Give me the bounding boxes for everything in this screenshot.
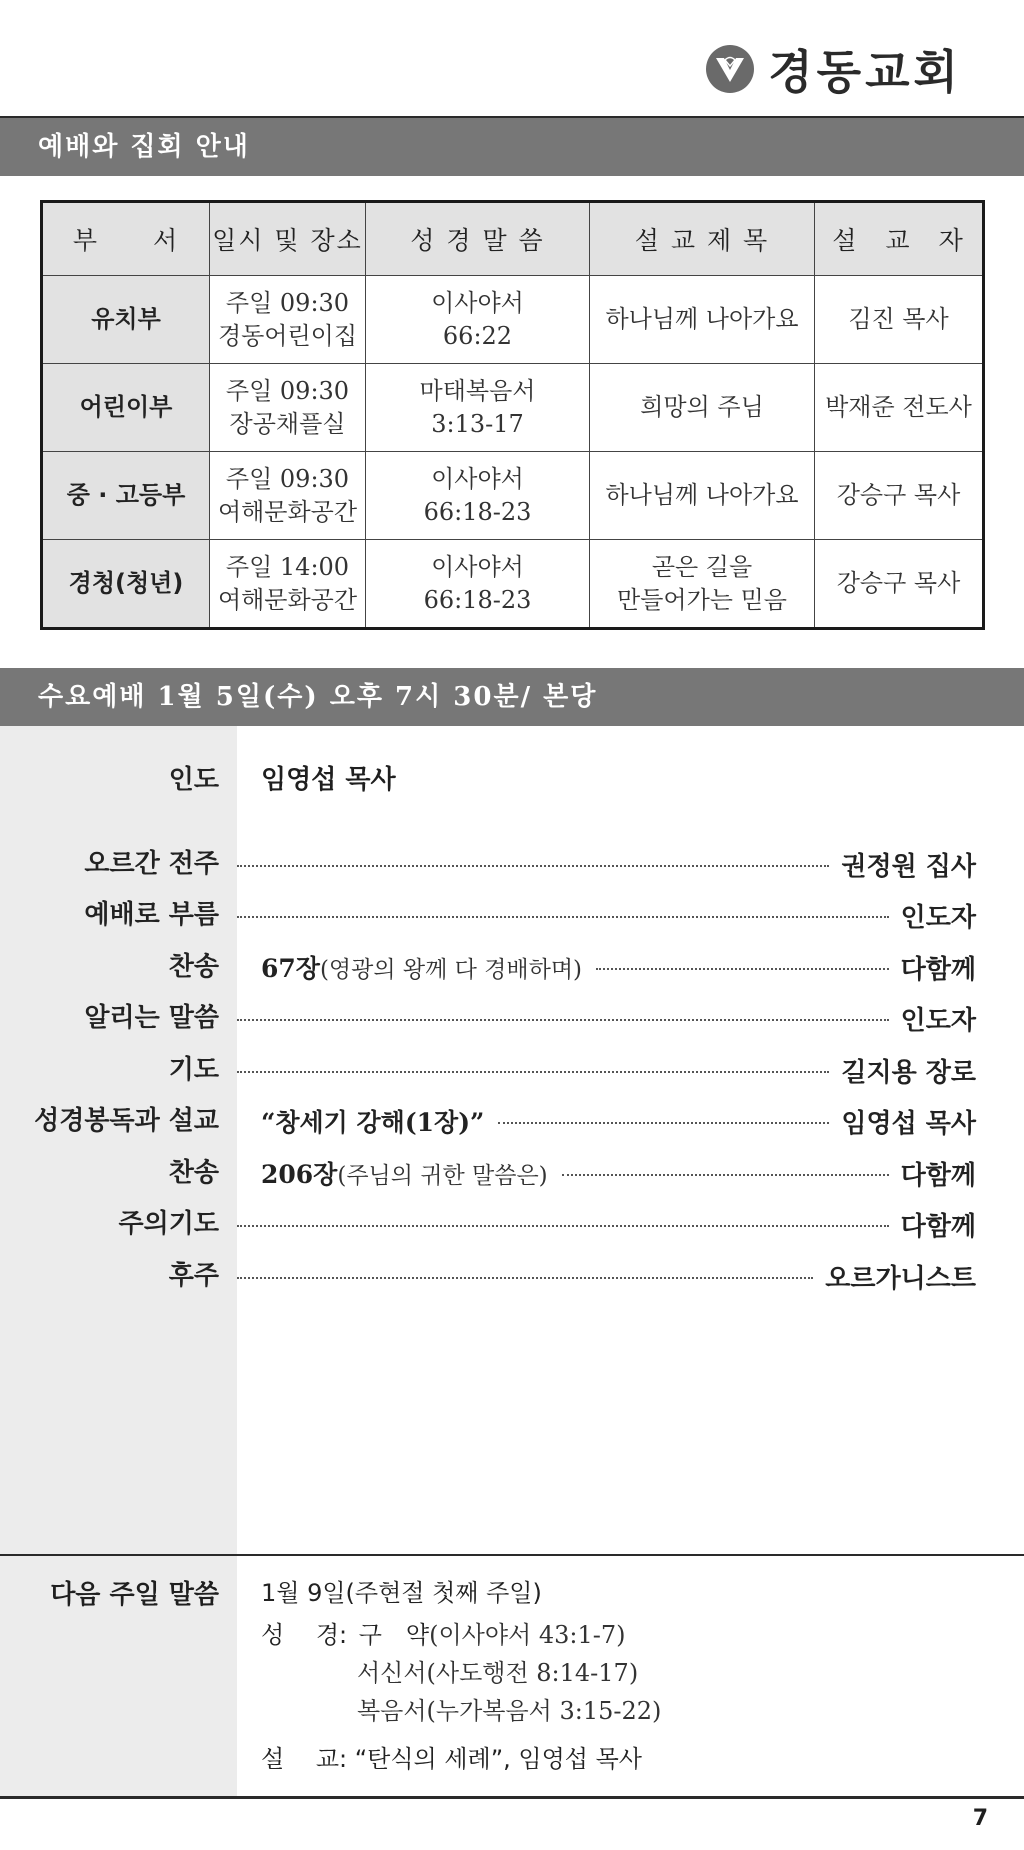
scripture-cell (366, 276, 590, 364)
church-emblem-icon (706, 45, 754, 93)
page-number: 7 (972, 1806, 988, 1831)
dot-leader (237, 1225, 889, 1227)
sermon-label: 설 교: (261, 1745, 348, 1773)
dot-leader (596, 968, 889, 970)
section-title-wednesday-service: 수요예배 1월 5일(수) 오후 7시 30분/ 본당 (0, 668, 1024, 726)
sermon-title-cell (590, 364, 815, 452)
order-item (0, 844, 1024, 884)
dept-cell: 경청(청년) (42, 540, 210, 629)
dot-leader (562, 1174, 889, 1176)
sermon-title-text: 희망의 주님 (640, 393, 764, 421)
order-item-label: 후주 (168, 1261, 219, 1291)
table-row (42, 276, 984, 364)
dept-cell: 어린이부 (42, 364, 210, 452)
preacher-cell: 강승구 목사 (815, 540, 984, 629)
dot-leader (498, 1122, 829, 1124)
footer-divider (0, 1796, 1024, 1799)
column-header-scripture: 성 경 말 씀 (366, 202, 590, 276)
old-testament-reading: (이사야서 43:1-7) (429, 1621, 626, 1649)
order-item-label: 기도 (168, 1055, 219, 1085)
scripture-cell (366, 540, 590, 629)
section-title-services: 예배와 집회 안내 (0, 118, 1024, 176)
hymn-title: (영광의 왕께 다 경배하며) (319, 957, 583, 983)
dot-leader (237, 916, 889, 918)
sermon-title-text: 하나님께 나아가요 (605, 481, 799, 509)
preacher-cell: 박재준 전도사 (815, 364, 984, 452)
order-item-person: 권정원 집사 (841, 851, 976, 882)
department-schedule-table (40, 200, 985, 630)
column-header-sermon-title: 설 교 제 목 (590, 202, 815, 276)
scripture-cell (366, 452, 590, 540)
leader-row (0, 760, 1024, 800)
order-item-person: 다함께 (900, 1211, 976, 1242)
gospel-reading: 복음서(누가복음서 3:15-22) (357, 1697, 662, 1725)
dept-cell: 중 · 고등부 (42, 452, 210, 540)
preacher-cell: 김진 목사 (815, 276, 984, 364)
time-text: 주일 09:30 (225, 464, 350, 493)
next-week-date: 1월 9일(주현절 첫째 주일) (261, 1579, 542, 1607)
next-week-details (261, 1574, 661, 1778)
order-item (0, 1153, 1024, 1193)
sermon-line (261, 1740, 661, 1778)
next-sermon-title: “탄식의 세례”, 임영섭 목사 (354, 1745, 642, 1773)
old-testament-label: 구 약 (358, 1621, 430, 1649)
order-item-label: 찬송 (168, 952, 219, 982)
sermon-title-cell (590, 276, 815, 364)
scripture-cell (366, 364, 590, 452)
verse-text: 66:18-23 (423, 497, 532, 526)
time-place-cell (210, 364, 366, 452)
order-item-person: 인도자 (900, 1005, 976, 1036)
table-row (42, 364, 984, 452)
order-item-person: 임영섭 목사 (841, 1108, 976, 1139)
sermon-title-text: 곧은 길을 (651, 552, 753, 581)
place-text: 장공채플실 (229, 409, 346, 438)
order-item-person: 다함께 (900, 1160, 976, 1191)
order-item (0, 998, 1024, 1038)
hymn-number: 206장 (261, 1160, 338, 1189)
place-text: 여해문화공간 (217, 497, 358, 526)
order-item-person: 길지용 장로 (841, 1057, 976, 1088)
order-item (0, 1050, 1024, 1090)
order-item (0, 947, 1024, 987)
order-item-label: 알리는 말씀 (84, 1003, 219, 1033)
sermon-title-text-line2: 만들어가는 믿음 (617, 585, 787, 614)
order-item-person: 다함께 (900, 954, 976, 985)
order-item-label: 찬송 (168, 1158, 219, 1188)
table-row (42, 540, 984, 629)
church-name: 경동교회 (768, 45, 962, 99)
time-text: 주일 14:00 (225, 552, 350, 581)
time-place-cell (210, 452, 366, 540)
time-text: 주일 09:30 (225, 376, 350, 405)
order-item-label: 주의기도 (118, 1209, 219, 1239)
order-item (0, 1204, 1024, 1244)
verse-text: 3:13-17 (431, 409, 524, 438)
book-text: 이사야서 (431, 464, 524, 493)
next-week-section (0, 1556, 1024, 1796)
hymn-text (261, 1155, 548, 1191)
next-week-label: 다음 주일 말씀 (50, 1580, 219, 1610)
table-header-row (42, 202, 984, 276)
order-item (0, 1101, 1024, 1141)
time-text: 주일 09:30 (225, 288, 350, 317)
leader-name: 임영섭 목사 (261, 765, 396, 795)
dot-leader (237, 1019, 889, 1021)
order-item (0, 895, 1024, 935)
dot-leader (237, 865, 829, 867)
table-row (42, 452, 984, 540)
hymn-title: (주님의 귀한 말씀은) (337, 1163, 548, 1189)
hymn-text (261, 949, 582, 985)
column-header-time-place: 일시 및 장소 (210, 202, 366, 276)
place-text: 여해문화공간 (217, 585, 358, 614)
dot-leader (237, 1071, 829, 1073)
hymn-number: 67장 (261, 954, 320, 983)
leader-label: 인도 (168, 765, 219, 795)
verse-text: 66:18-23 (423, 585, 532, 614)
order-item-person: 인도자 (900, 902, 976, 933)
order-of-service (0, 726, 1024, 1554)
sermon-title-text (261, 1103, 484, 1139)
place-text: 경동어린이집 (217, 321, 358, 350)
order-item-label: 오르간 전주 (84, 849, 219, 879)
epistle-reading: 서신서(사도행전 8:14-17) (357, 1659, 639, 1687)
sermon-title-text: 하나님께 나아가요 (605, 305, 799, 333)
sermon-title-cell (590, 540, 815, 629)
preacher-cell: 강승구 목사 (815, 452, 984, 540)
order-item-label: 성경봉독과 설교 (34, 1106, 219, 1136)
church-logo (706, 36, 962, 102)
verse-text: 66:22 (442, 321, 513, 350)
scripture-line (261, 1616, 661, 1654)
book-text: 이사야서 (431, 552, 524, 581)
book-text: 이사야서 (431, 288, 524, 317)
scripture-label: 성 경: (261, 1621, 348, 1649)
dept-cell: 유치부 (42, 276, 210, 364)
order-item-label: 예배로 부름 (84, 900, 219, 930)
time-place-cell (210, 540, 366, 629)
order-item (0, 1256, 1024, 1296)
column-header-dept: 부 서 (42, 202, 210, 276)
dot-leader (237, 1277, 813, 1279)
book-text: 마태복음서 (419, 376, 536, 405)
order-item-person: 오르가니스트 (825, 1263, 976, 1294)
sermon-title-cell (590, 452, 815, 540)
time-place-cell (210, 276, 366, 364)
column-header-preacher: 설 교 자 (815, 202, 984, 276)
sermon-title: “창세기 강해(1장)” (261, 1108, 485, 1137)
